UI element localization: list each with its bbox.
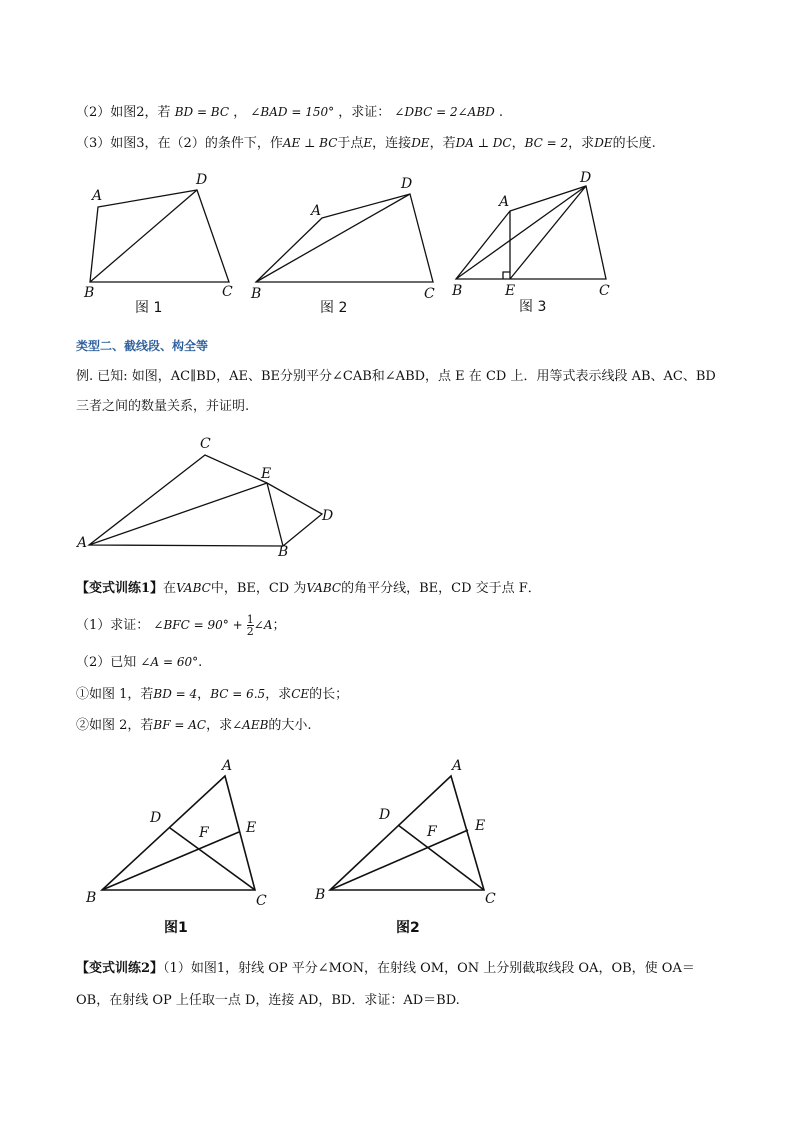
fig3-caption: 图 3 bbox=[519, 299, 547, 315]
p2-label: （2）如图2，若 bbox=[76, 105, 171, 120]
v1-q1-tail: ∠A bbox=[253, 618, 273, 632]
v1-text-c: 的角平分线，BE，CD 交于点 F． bbox=[341, 581, 541, 596]
p2-sep1: ， bbox=[233, 105, 247, 120]
fig1-point-D: D bbox=[196, 172, 208, 188]
v1-q1-label: （1）求证： bbox=[76, 618, 150, 633]
p3-t6: 的长度. bbox=[612, 136, 656, 151]
v1-s2-t1: ，求 bbox=[206, 718, 233, 733]
p3-t1: 于点 bbox=[337, 136, 364, 151]
variant-1-q2 bbox=[76, 653, 202, 672]
v1-q1-math: ∠BFC = 90° + bbox=[153, 618, 243, 632]
v1-q1-denominator: 2 bbox=[246, 625, 254, 638]
variant-2-title: 【变式训练2】 bbox=[76, 961, 164, 976]
p3-t3: ，若 bbox=[429, 136, 456, 151]
p3-math5: BC = 2 bbox=[524, 136, 569, 150]
v1-text-a: 在 bbox=[163, 581, 177, 596]
figure-2-shape bbox=[256, 194, 433, 282]
v1-s1-t1: ， bbox=[197, 687, 211, 702]
example-point-C: C bbox=[200, 436, 211, 452]
p3-math2: E bbox=[363, 136, 373, 150]
v1fig-point-B: B bbox=[86, 890, 97, 906]
v1-s2-t2: 的大小. bbox=[268, 718, 312, 733]
v1-text-b: 中，BE，CD 为 bbox=[210, 581, 307, 596]
v2fig-point-D: D bbox=[379, 807, 391, 823]
v1-s1-m3: CE bbox=[291, 687, 310, 701]
variant-1-q1 bbox=[76, 613, 286, 638]
fig1-caption: 图 1 bbox=[135, 300, 163, 316]
fig3-point-D: D bbox=[580, 170, 592, 186]
fig2-caption: 图 2 bbox=[320, 300, 348, 316]
v1-q1-fraction bbox=[247, 614, 254, 637]
v1-s1-t2: ，求 bbox=[265, 687, 292, 702]
variant-1-title: 【变式训练1】 bbox=[76, 581, 164, 596]
v1-s2-label: ②如图 2，若 bbox=[76, 718, 154, 733]
v2fig-caption: 图2 bbox=[396, 920, 420, 936]
p3-t2: ，连接 bbox=[372, 136, 412, 151]
p2-math3: ∠DBC = 2∠ABD bbox=[394, 105, 495, 119]
fig1-point-B: B bbox=[84, 285, 95, 301]
example-line-1: 例. 已知: 如图，AC∥BD，AE、BE分别平分∠CAB和∠ABD，点 E 在 CD 上．用等式表示线段 AB、AC、BD bbox=[76, 369, 716, 384]
v1fig-point-A: A bbox=[222, 758, 233, 774]
fig3-point-B: B bbox=[452, 283, 463, 299]
fig1-point-A: A bbox=[92, 188, 103, 204]
p3-label: （3）如图3，在（2）的条件下，作 bbox=[76, 136, 283, 151]
v1-s1-label: ①如图 1，若 bbox=[76, 687, 154, 702]
p3-math6: DE bbox=[594, 136, 613, 150]
p2-sep2: ，求证： bbox=[338, 105, 391, 120]
example-point-D: D bbox=[322, 508, 334, 524]
v2fig-point-E: E bbox=[475, 818, 486, 834]
figure-1-shape bbox=[90, 190, 229, 282]
v1-s1-m2: BC = 6.5 bbox=[210, 687, 266, 701]
v1-triangle-2: VABC bbox=[306, 581, 342, 595]
v1-s2-m2: ∠AEB bbox=[232, 718, 269, 732]
v2fig-point-A: A bbox=[452, 758, 463, 774]
p3-math4: DA ⊥ DC bbox=[455, 136, 512, 150]
v2fig-point-C: C bbox=[485, 891, 496, 907]
v1fig-point-D: D bbox=[150, 810, 162, 826]
p3-t5: ，求 bbox=[568, 136, 595, 151]
example-line-2: 三者之间的数量关系，并证明. bbox=[76, 399, 250, 414]
v1-s1-m1: BD = 4 bbox=[153, 687, 198, 701]
fig3-point-A: A bbox=[499, 194, 510, 210]
p2-end: . bbox=[498, 105, 504, 120]
fig2-point-D: D bbox=[401, 176, 413, 192]
p3-math3: DE bbox=[411, 136, 430, 150]
variant-1-sub2 bbox=[76, 716, 312, 735]
v1-q2-label: （2）已知 bbox=[76, 655, 137, 670]
variant-figure-2-shape bbox=[330, 776, 484, 890]
example-point-A: A bbox=[77, 535, 88, 551]
v1fig-point-F: F bbox=[199, 825, 209, 841]
p3-t4: ， bbox=[511, 136, 525, 151]
v2fig-point-B: B bbox=[315, 887, 326, 903]
v1fig-caption: 图1 bbox=[164, 920, 188, 936]
variant-2-line-2: OB，在射线 OP 上任取一点 D，连接 AD，BD．求证：AD＝BD. bbox=[76, 993, 460, 1008]
variant-1-intro bbox=[76, 579, 541, 598]
section-heading: 类型二、截线段、构全等 bbox=[76, 339, 209, 353]
v1fig-point-E: E bbox=[246, 820, 257, 836]
v1-q1-end: ； bbox=[272, 618, 286, 633]
fig2-point-B: B bbox=[251, 286, 262, 302]
variant-2-text-1: （1）如图1，射线 OP 平分∠MON，在射线 OM，ON 上分别截取线段 OA，OB，使 OA＝ bbox=[163, 961, 695, 976]
p2-math2: ∠BAD = 150° bbox=[250, 105, 335, 119]
figure-3-shape bbox=[456, 186, 606, 279]
variant-figure-1-shape bbox=[102, 776, 255, 890]
example-figure-shape bbox=[89, 455, 322, 546]
p3-math1: AE ⊥ BC bbox=[282, 136, 338, 150]
fig3-point-C: C bbox=[599, 283, 610, 299]
variant-2-line-1 bbox=[76, 960, 695, 978]
example-point-E: E bbox=[261, 466, 272, 482]
v1-q2-math: ∠A = 60° bbox=[140, 655, 199, 669]
fig3-point-E: E bbox=[505, 283, 516, 299]
variant-1-sub1 bbox=[76, 685, 348, 704]
example-point-B: B bbox=[278, 544, 289, 560]
fig2-point-C: C bbox=[424, 286, 435, 302]
v1-q1-numerator: 1 bbox=[246, 613, 254, 626]
v1-s2-m1: BF = AC bbox=[153, 718, 207, 732]
fig1-point-C: C bbox=[222, 284, 233, 300]
fig2-point-A: A bbox=[311, 203, 322, 219]
v1-s1-t3: 的长； bbox=[309, 687, 349, 702]
v1-q2-end: . bbox=[198, 655, 203, 670]
v1-triangle-1: VABC bbox=[176, 581, 211, 595]
v2fig-point-F: F bbox=[427, 824, 437, 840]
v1fig-point-C: C bbox=[256, 893, 267, 909]
p2-math1: BD = BC bbox=[174, 105, 230, 119]
